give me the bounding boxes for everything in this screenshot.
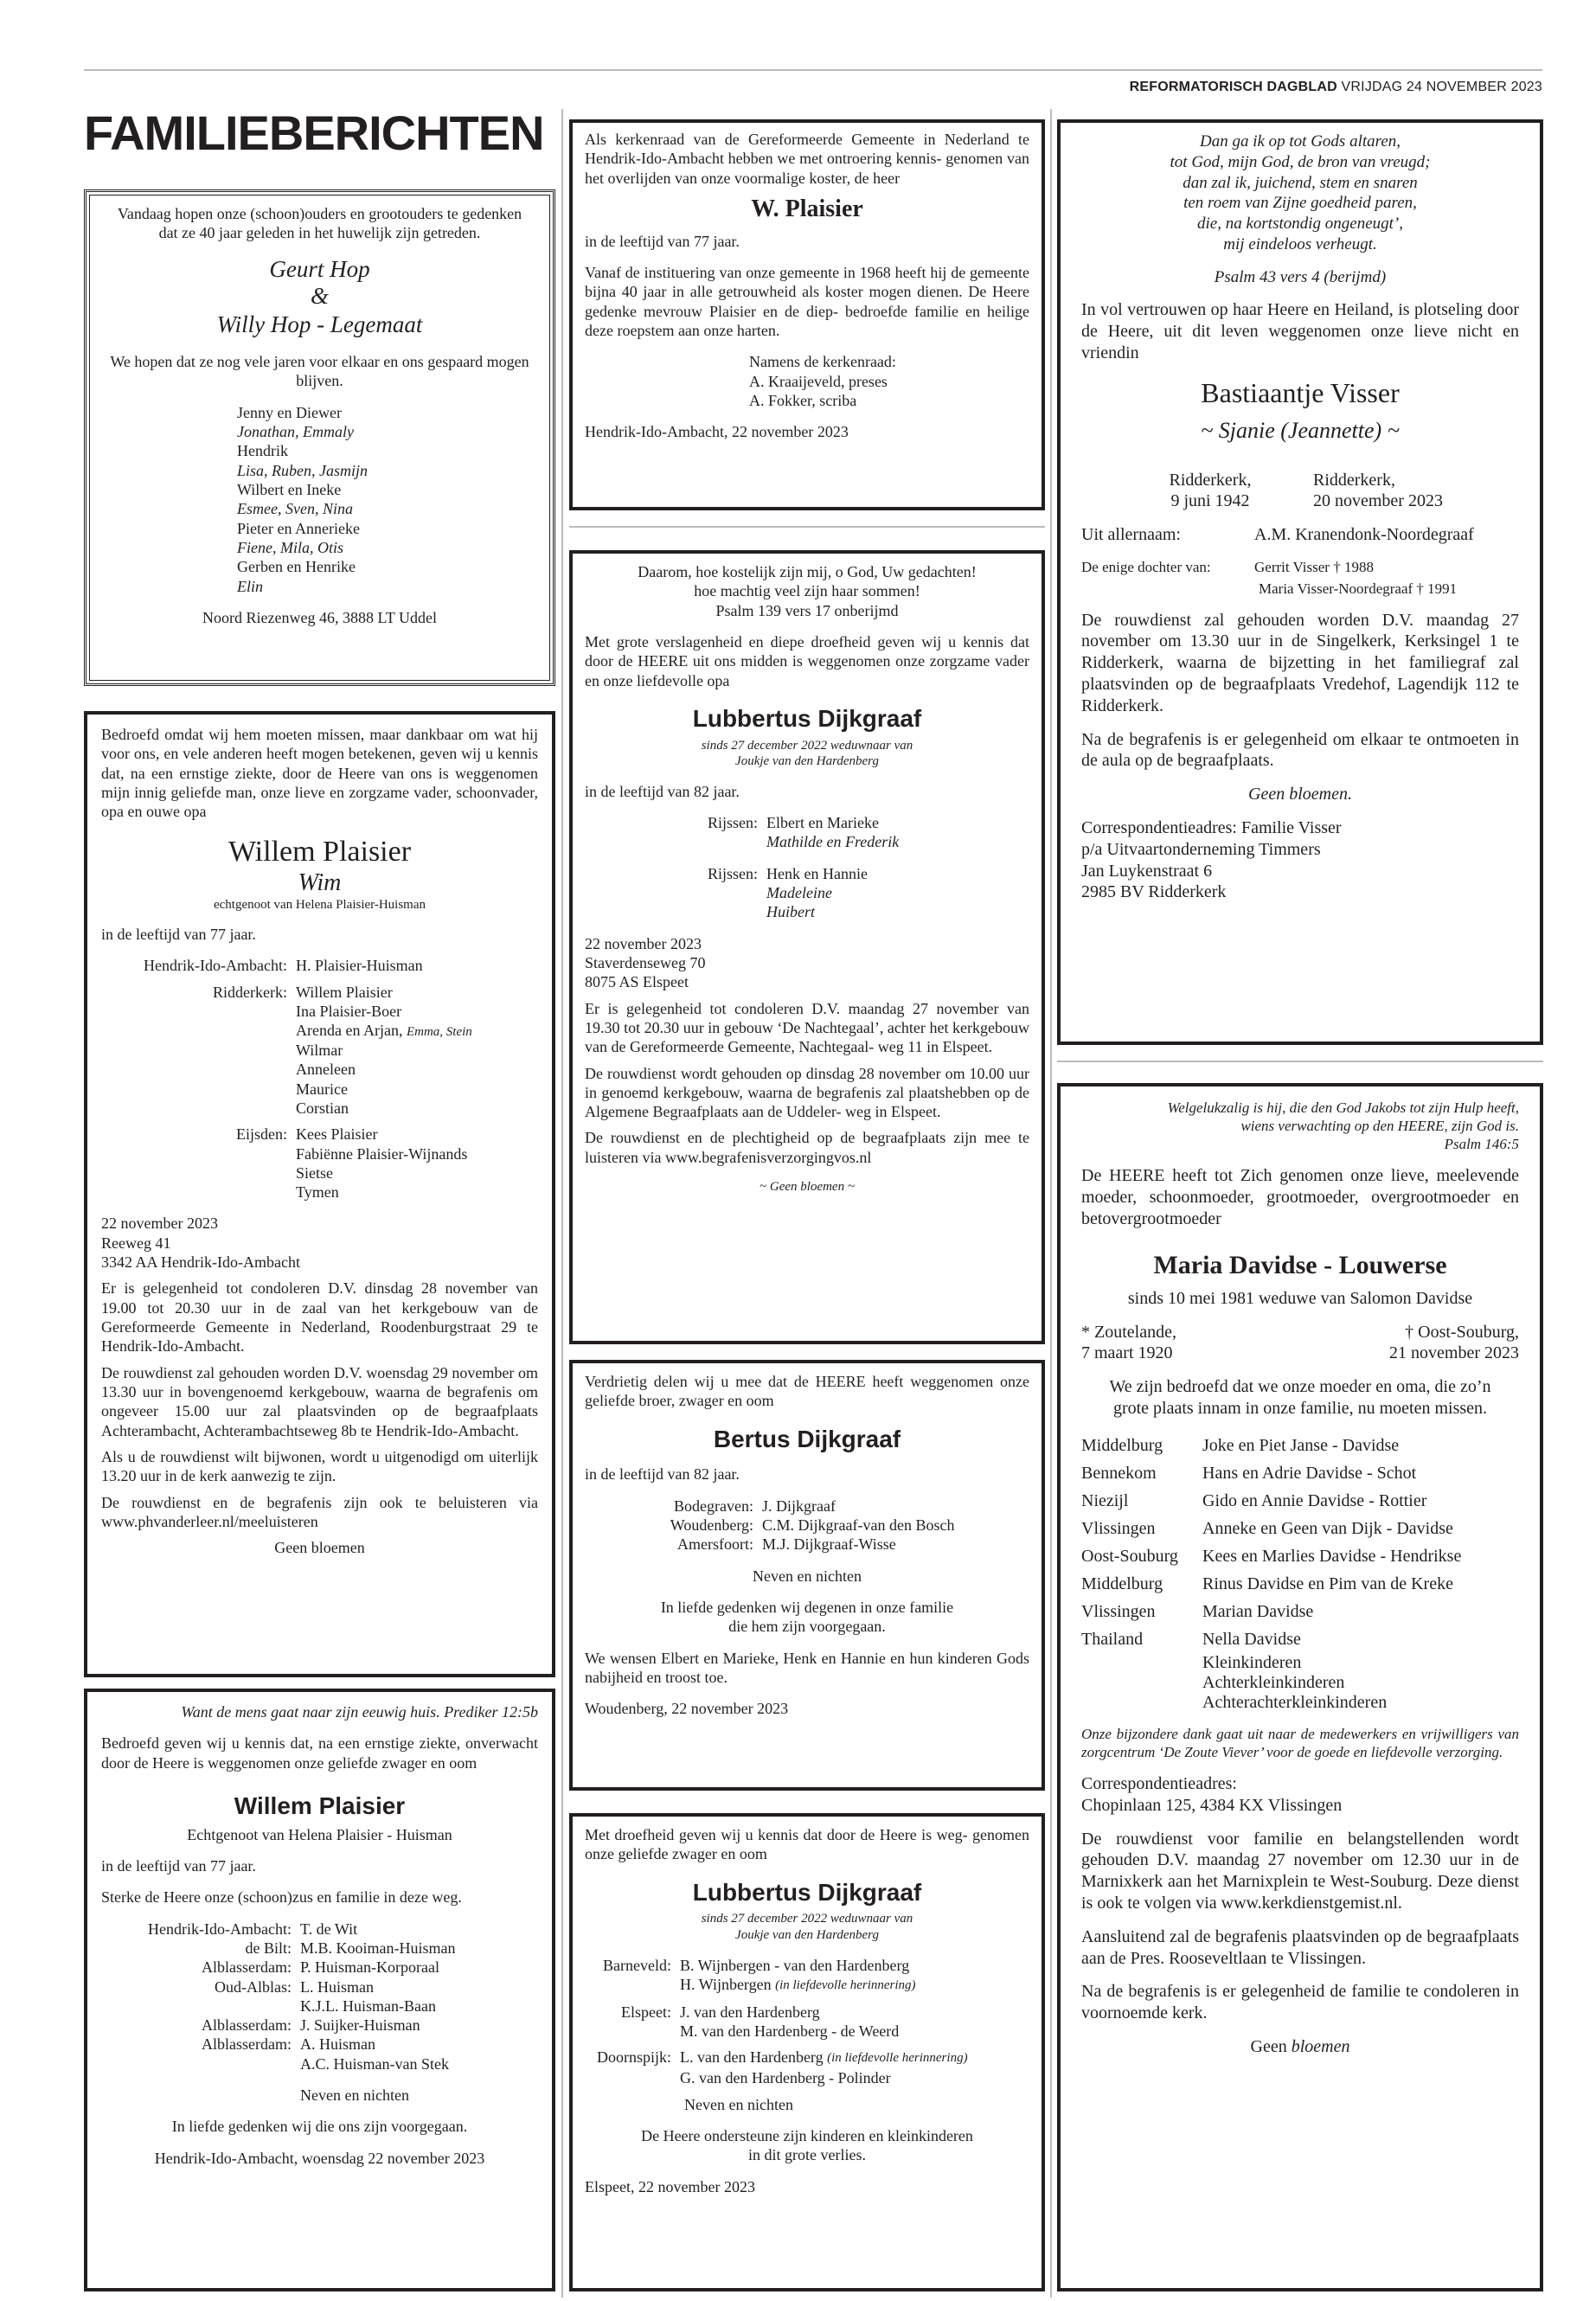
verse-line: wiens verwachting op den HEERE, zijn God is. [1240,1118,1519,1135]
nephews-nieces: Neven en nichten [753,1567,862,1585]
poem-line: die, na kortstondig ongeneugt’, [1197,215,1403,233]
verse-reference: Psalm 139 vers 17 onberijmd [715,601,899,619]
poem-line: dan zal ik, juichend, stem en snaren [1183,173,1418,192]
memory-note: (in liefdevolle herinnering) [775,1977,916,1992]
death-date: 20 november 2023 [1313,491,1443,511]
deceased-name: Willem Plaisier [234,1791,406,1819]
life-dates [1081,1322,1519,1365]
verse-reference: Psalm 146:5 [1444,1136,1519,1153]
no-flowers: ~ Geen bloemen ~ [760,1180,855,1195]
family-member: Sietse [296,1163,333,1182]
section-title: FAMILIEBERICHTEN [84,106,544,160]
place-label: Doornspijk: [596,2048,671,2067]
family-member: Hendrik [237,442,288,460]
obituary-lubbertus-dijkgraaf-children [569,550,1045,1344]
life-dates [1081,470,1519,513]
obituary-w-plaisier-church-council [569,119,1045,510]
spouse-line: echtgenoot van Helena Plaisier-Huisman [213,897,426,912]
nephews-nieces: Neven en nichten [684,2095,793,2113]
birth-date: 9 juni 1942 [1170,491,1250,511]
obituary-willem-plaisier-in-laws [84,1689,555,2291]
place-label: Bodegraven: [674,1497,753,1515]
family-member: Corstian [296,1099,349,1117]
family-member: Elbert en Marieke [766,814,879,832]
family-member: K.J.L. Huisman-Baan [300,1997,436,2015]
family-member: Arenda en Arjan, [296,1022,403,1040]
place-label: Middelburg [1081,1435,1163,1455]
family-member: Anneke en Geen van Dijk - Davidse [1202,1518,1453,1538]
family-member: Maurice [296,1080,348,1098]
memory-line: die hem zijn voorgegaan. [728,1618,886,1636]
service-text: De rouwdienst zal gehouden worden D.V. maandag 27 november om 13.30 uur in de Singelkerk, Kerksingel 1 te Ridderkerk, waarna de bijzetting in het familiegraf zal plaatsvinden op de begraafplaats Vredehof, Lagendijk 112 te Ridderkerk. [1081,610,1519,715]
tribute-text: Vanaf de instituering van onze gemeente in 1968 heeft hij de gemeente bijna 40 jaar in alle getrouwheid als koster mogen dienen. De Heere gedenke mevrouw Plaisier en de diep- bedroefde familie en heilige deze roepstem aan onze harten. [585,263,1029,339]
family-member: Elin [237,577,263,595]
family-member: J. van den Hardenberg [680,2003,820,2021]
family-member: J. Dijkgraaf [762,1497,836,1515]
family-member: A.C. Huisman-van Stek [300,2054,449,2073]
wish-text: We wensen Elbert en Marieke, Henk en Hannie en hun kinderen Gods nabijheid en troost toe. [585,1649,1029,1686]
place-label: Hendrik-Ido-Ambacht: [144,957,287,975]
poem-reference: Psalm 43 vers 4 (berijmd) [1214,267,1387,286]
correspondence-line: Correspondentieadres: Familie Visser [1081,817,1342,837]
service-text: De rouwdienst zal gehouden worden D.V. woensdag 29 november om 13.30 uur in bovengenoemd kerkgebouw, waarna de begrafenis om ongeveer 15.00 uur zal plaatsvinden op de begraafplaats Achterambacht, Achterambachtseweg 8b te Hendrik-Ido-Ambacht. [101,1363,538,1439]
issue-date: VRIJDAG 24 NOVEMBER 2023 [1341,80,1542,94]
service-text: De rouwdienst voor familie en belangstellenden wordt gehouden D.V. maandag 27 november om 12.30 uur in de Marnixkerk aan het Marnixplein te West-Souburg. Deze dienst is ook te volgen via www.kerkdienstgemist.nl. [1081,1829,1519,1913]
family-member: Wilmar [296,1041,343,1059]
family-member: G. van den Hardenberg - Polinder [680,2069,891,2087]
grandchildren: Madeleine [766,884,832,902]
poem-line: tot God, mijn God, de bron van vreugd; [1170,152,1431,171]
family-member: M.B. Kooiman-Huisman [300,1939,456,1957]
address-line: 3342 AA Hendrik-Ido-Ambacht [101,1253,300,1272]
place-label: Bennekom [1081,1463,1157,1483]
family-list [585,1956,1029,2088]
place-label [585,1975,680,1996]
intro-text: De HEERE heeft tot Zich genomen onze lieve, meelevende moeder, schoonmoeder, grootmoeder, overgrootmoeder en betovergrootmoeder [1081,1166,1519,1228]
place-label: de Bilt: [245,1939,292,1957]
family-list [237,403,532,596]
place-label [585,2022,680,2041]
page-header [1130,80,1542,95]
place-label: Eijsden: [236,1125,287,1144]
family-member: Willem Plaisier [296,983,393,1001]
signatories [749,352,1029,410]
no-flowers-word: bloemen [1291,2036,1350,2056]
poem-line: mij eindeloos verheugt. [1223,234,1377,253]
obituary-lubbertus-dijkgraaf-in-laws [569,1813,1045,2291]
intro-text: Bedroefd omdat wij hem moeten missen, maar dankbaar om wat hij voor ons, en vele anderen heeft mogen betekenen, geven wij u kennis dat, na een ernstige ziekte, door de Heere van ons is weggenomen mijn innig geliefde man, onze lieve en zorgzame vader, schoonvader, opa en ouwe opa [101,726,538,821]
descendants-line: Achterachterkleinkinderen [1202,1692,1388,1712]
family-list [1081,1432,1519,1653]
family-member: Hans en Adrie Davidse - Schot [1202,1463,1417,1483]
intro-text: Bedroefd geven wij u kennis dat, na een ernstige ziekte, onverwacht door de Heere is weggenomen onze geliefde zwager en oom [101,1734,538,1772]
place-label: Thailand [1081,1629,1144,1649]
family-member: H. Wijnbergen [680,1975,772,1993]
place-label [101,1997,300,2016]
service-text: De rouwdienst wordt gehouden op dinsdag 28 november om 10.00 uur in genoemd kerkgebouw, waarna de begrafenis zal plaatshebben op de Algemene Begraafplaats aan de Uddeler- weg in Elspeet. [585,1064,1029,1121]
family-member: Lisa, Ruben, Jasmijn [237,461,368,479]
family-member: Anneleen [296,1061,356,1079]
poem [1081,131,1519,287]
family-member: T. de Wit [300,1920,358,1938]
condolence-text: Er is gelegenheid tot condoleren D.V. dinsdag 28 november van 19.00 tot 20.30 uur in de zaal van het kerkgebouw van de Gereformeerde Gemeente in Nederland, Roodenburgstraat 29 te Hendrik-Ido-Ambacht. [101,1279,538,1356]
correspondence-line: p/a Uitvaartonderneming Timmers [1081,839,1321,859]
grandchildren: Mathilde en Frederik [766,833,900,851]
place-label: Hendrik-Ido-Ambacht: [148,1920,292,1938]
correspondence-line: Chopinlaan 125, 4384 KX Vlissingen [1081,1795,1343,1815]
anniversary-notice-hop [84,189,555,686]
comfort-line: in dit grote verlies. [748,2146,866,2164]
place-label: Alblasserdam: [202,1958,292,1977]
family-member: L. Huisman [300,1977,374,1996]
label: Uit allernaam: [1081,525,1181,545]
place-label: Rijssen: [707,814,758,832]
birth-place: * Zoutelande, [1081,1322,1176,1342]
place-label: Elspeet: [621,2003,671,2021]
footer-place-date: Woudenberg, 22 november 2023 [585,1700,789,1718]
address-line: Reeweg 41 [101,1234,171,1252]
death-place: † Oost-Souburg, [1405,1322,1519,1342]
no-flowers-word: Geen [1250,2036,1292,2056]
deceased-name: Willem Plaisier [228,835,412,868]
column-separator [1050,109,1052,2298]
grandchildren: Emma, Stein [406,1025,472,1040]
nephews-nieces: Neven en nichten [300,2086,409,2105]
obituary-bertus-dijkgraaf [569,1360,1045,1791]
family-member: Jonathan, Emmaly [237,423,354,441]
grief-text: We zijn bedroefd dat we onze moeder en oma, die zo’n grote plaats innam in onze familie, nu moeten missen. [1109,1377,1491,1418]
comfort-line: De Heere ondersteune zijn kinderen en kleinkinderen [641,2127,973,2145]
deceased-name: Maria Davidse - Louwerse [1153,1250,1447,1279]
descendants-line: Achterkleinkinderen [1202,1672,1345,1692]
nickname: Wim [298,868,342,896]
family-member: Gido en Annie Davidse - Rottier [1202,1490,1427,1510]
intro-text: Verdrietig delen wij u mee dat de HEERE heeft weggenomen onze geliefde broer, zwager en oom [585,1373,1029,1410]
correspondence-line: 2985 BV Ridderkerk [1081,882,1227,902]
signatory-line: A. Kraaijeveld, preses [749,372,888,390]
correspondence-line: Correspondentieadres: [1081,1773,1237,1793]
death-place: Ridderkerk, [1313,470,1395,490]
listen-text: De rouwdienst en de begrafenis zijn ook te beluisteren via www.phvanderleer.nl/meeluisteren [101,1493,538,1530]
family-member: L. van den Hardenberg [680,2048,824,2067]
descendants [1202,1653,1519,1713]
place-label [101,2054,300,2073]
family-member: Wilbert en Ineke [237,481,342,499]
row-separator [569,526,1045,528]
widower-line: sinds 27 december 2022 weduwnaar van [701,738,913,753]
deceased-name: Lubbertus Dijkgraaf [692,1878,922,1906]
descendants-line: Kleinkinderen [1202,1652,1302,1672]
family-member: Jenny en Diewer [237,403,342,421]
place-label: Oud-Alblas: [215,1977,292,1996]
relative-name: A.M. Kranendonk-Noordegraaf [1254,525,1474,545]
place-label: Alblasserdam: [202,2016,292,2035]
deceased-name: W. Plaisier [751,195,863,222]
condolence-text: Na de begrafenis is er gelegenheid de familie te condoleren in voornoemde kerk. [1081,1982,1519,2023]
deceased-name: Lubbertus Dijkgraaf [692,704,922,732]
family-member: Pieter en Annerieke [237,519,360,537]
family-member: Tymen [296,1183,339,1202]
age-line: in de leeftijd van 77 jaar. [101,1856,256,1875]
place-label: Rijssen: [707,864,758,882]
footer-place-date: Elspeet, 22 november 2023 [585,2177,755,2195]
intro-text: Met droefheid geven wij u kennis dat door de Heere is weg- genomen onze geliefde zwager en oom [585,1826,1029,1863]
death-date: 21 november 2023 [1389,1343,1519,1363]
spouse-line: Echtgenoot van Helena Plaisier - Huisman [187,1825,452,1843]
obituary-maria-davidse-louwerse [1057,1083,1543,2291]
place-label: Vlissingen [1081,1518,1156,1538]
poem-line: ten roem van Zijne goedheid paren, [1183,194,1417,213]
family-member: Gerben en Henrike [237,558,356,576]
verse: Want de mens gaat naar zijn eeuwig huis. Prediker 12:5b [181,1703,538,1721]
family-member: C.M. Dijkgraaf-van den Bosch [762,1516,955,1534]
place-label: Woudenberg: [670,1516,753,1534]
footer-place-date: Hendrik-Ido-Ambacht, 22 november 2023 [585,423,849,441]
footer-place-date: Hendrik-Ido-Ambacht, woensdag 22 november 2023 [154,2149,485,2167]
verse-line: Daarom, hoe kostelijk zijn mij, o God, Uw gedachten! [638,563,977,580]
correspondence-line: Jan Luykenstraat 6 [1081,861,1213,881]
signatory-line: Namens de kerkenraad: [749,353,896,371]
deceased-name: Bertus Dijkgraaf [713,1425,901,1452]
condolence-text: Er is gelegenheid tot condoleren D.V. maandag 27 november van 19.30 tot 20.30 uur in gebouw ‘De Nachtegaal’, achter het kerkgebouw van de Gereformeerde Gemeente, Nachtegaal- weg 11 in Elspeet. [585,999,1029,1056]
newspaper-name: REFORMATORISCH DAGBLAD [1129,80,1337,94]
no-flowers: Geen bloemen. [1248,785,1352,804]
family-member: J. Suijker-Huisman [300,2016,420,2035]
no-flowers [1081,2036,1519,2058]
place-label: Alblasserdam: [202,2035,292,2054]
address-line: Staverdenseweg 70 [585,953,706,971]
parent-name: Gerrit Visser † 1988 [1254,558,1374,575]
couple-name-2: Willy Hop - Legemaat [216,311,423,338]
strength-text: Sterke de Heere onze (schoon)zus en familie in deze weg. [101,1888,462,1907]
address: Noord Riezenweg 46, 3888 LT Uddel [202,608,437,626]
top-rule [84,69,1542,71]
no-flowers: Geen bloemen [274,1539,365,1557]
family-member: M. van den Hardenberg - de Weerd [680,2022,900,2041]
family-names: H. Plaisier-Huisman [296,957,423,975]
family-list [585,1497,1029,1554]
address-line: 22 november 2023 [585,934,702,952]
widower-line: sinds 27 december 2022 weduwnaar van [701,1912,913,1926]
row-separator [1057,1061,1543,1062]
place-label: Oost-Souburg [1081,1546,1178,1566]
label: De enige dochter van: [1081,558,1211,575]
widower-line: Joukje van den Hardenberg [735,1927,879,1942]
thanks-text: Onze bijzondere dank gaat uit naar de medewerkers en vrijwilligers van zorgcentrum ‘De Zoute Viever’ voor de goede en liefdevolle verzorging. [1081,1725,1519,1760]
age-line: in de leeftijd van 82 jaar. [585,1465,740,1484]
family-member: Kees Plaisier [296,1125,378,1144]
family-member: Marian Davidse [1202,1601,1314,1621]
memory-note: (in liefdevolle herinnering) [827,2051,968,2066]
family-member: A. Huisman [300,2035,375,2054]
family-member: Esmee, Sven, Nina [237,500,353,518]
obituary-bastiaantje-visser [1057,119,1543,1045]
place-label: Niezijl [1081,1490,1129,1510]
address-line: 8075 AS Elspeet [585,973,689,991]
family-group [101,1125,538,1202]
poem-line: Dan ga ik op tot Gods altaren, [1199,132,1401,151]
place-label [585,2068,680,2087]
parent-name: Maria Visser-Noordegraaf † 1991 [1259,580,1458,598]
family-group [101,956,538,975]
family-member: Kees en Marlies Davidse - Hendrikse [1202,1546,1462,1566]
memory-line: In liefde gedenken wij degenen in onze familie [660,1598,954,1616]
place-label: Middelburg [1081,1574,1163,1593]
family-member: Ina Plaisier-Boer [296,1003,402,1021]
signatory-line: A. Fokker, scriba [749,391,857,409]
family-member: P. Huisman-Korporaal [300,1958,439,1977]
nickname: ~ Sjanie (Jeannette) ~ [1201,418,1400,444]
intro-text: Met grote verslagenheid en diepe droefheid geven wij u kennis dat door de HEERE uit ons midden is weggenomen onze zorgzame vader en onze liefdevolle opa [585,632,1029,689]
place-label: Vlissingen [1081,1601,1156,1621]
place-label: Amersfoort: [677,1535,753,1554]
couple-name-1: Geurt Hop [269,255,370,282]
wish-text: We hopen dat ze nog vele jaren voor elkaar en ons gespaard mogen blijven. [110,353,529,390]
family-member: B. Wijnbergen - van den Hardenberg [680,1956,910,1974]
family-member: Fabiënne Plaisier-Wijnands [296,1144,468,1163]
meet-text: Na de begrafenis is er gelegenheid om elkaar te ontmoeten in de aula op de begraafplaats. [1081,729,1519,771]
family-group [101,983,538,1118]
attend-text: Als u de rouwdienst wilt bijwonen, wordt u uitgenodigd om uiterlijk 13.20 uur in de kerk aanwezig te zijn. [101,1447,538,1485]
memory-text: In liefde gedenken wij die ons zijn voorgegaan. [171,2118,468,2136]
intro-text: In vol vertrouwen op haar Heere en Heiland, is plotseling door de Heere, uit dit leven weggenomen onze lieve nicht en vriendin [1081,300,1519,362]
address-line: 22 november 2023 [101,1215,218,1233]
place-label: Barneveld: [603,1956,671,1974]
ampersand: & [310,283,329,310]
family-member: Fiene, Mila, Otis [237,538,343,556]
widower-line: Joukje van den Hardenberg [735,754,879,769]
widow-line: sinds 10 mei 1981 weduwe van Salomon Davidse [1127,1288,1473,1308]
grandchildren: Huibert [766,903,815,921]
listen-text: De rouwdienst en de plechtigheid op de begraafplaats zijn mee te luisteren via www.begrafenisverzorgingvos.nl [585,1129,1029,1166]
intro-text: Als kerkenraad van de Gereformeerde Gemeente in Nederland te Hendrik-Ido-Ambacht hebben we met ontroering kennis- genomen van het overlijden van onze voormalige koster, de heer [585,131,1029,187]
verse-line: Welgelukzalig is hij, die den God Jakobs tot zijn Hulp heeft, [1167,1099,1519,1116]
age-line: in de leeftijd van 77 jaar. [585,232,740,250]
column-separator [561,109,563,2298]
family-list [101,1920,538,2074]
verse-line: hoe machtig veel zijn haar sommen! [694,582,920,600]
family-member: M.J. Dijkgraaf-Wisse [762,1535,896,1554]
age-line: in de leeftijd van 82 jaar. [585,782,740,800]
obituary-willem-plaisier-family [84,711,555,1677]
birth-place: Ridderkerk, [1169,470,1252,490]
birth-date: 7 maart 1920 [1081,1343,1173,1363]
family-member: Joke en Piet Janse - Davidse [1202,1435,1400,1455]
family-group [585,864,1029,922]
deceased-name: Bastiaantje Visser [1201,376,1400,408]
family-member: Rinus Davidse en Pim van de Kreke [1202,1574,1453,1593]
age-line: in de leeftijd van 77 jaar. [101,926,256,944]
family-member: Henk en Hannie [766,864,868,882]
intro-text: Vandaag hopen onze (schoon)ouders en grootouders te gedenken dat ze 40 jaar geleden in het huwelijk zijn getreden. [117,205,522,242]
family-group [585,813,1029,852]
family-member: Nella Davidse [1202,1629,1301,1649]
burial-text: Aansluitend zal de begrafenis plaatsvinden op de begraafplaats aan de Pres. Rooseveltlaan te Vlissingen. [1081,1926,1519,1968]
place-label: Ridderkerk: [213,983,287,1001]
